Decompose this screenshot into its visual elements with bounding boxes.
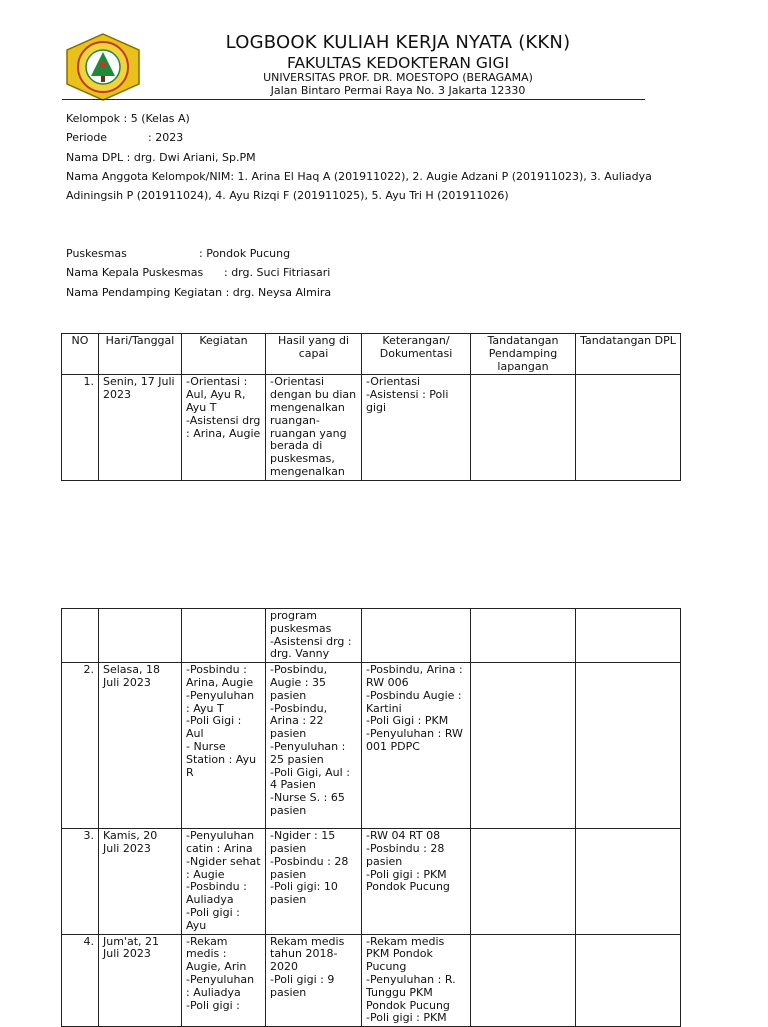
row-ttd-dpl bbox=[576, 829, 681, 934]
dpl-line: Nama DPL : drg. Dwi Ariani, Sp.PM bbox=[66, 151, 256, 164]
row-keterangan bbox=[362, 609, 471, 663]
header-ttd-pendamping: Tandatangan Pendamping lapangan bbox=[471, 334, 576, 375]
row-no bbox=[62, 609, 99, 663]
header-ttd-dpl: Tandatangan DPL bbox=[576, 334, 681, 375]
row-ttd-pendamping bbox=[471, 829, 576, 934]
header-divider bbox=[62, 99, 645, 100]
puskesmas-line bbox=[66, 247, 290, 260]
row-no: 1. bbox=[62, 375, 99, 480]
faculty-name: FAKULTAS KEDOKTERAN GIGI bbox=[286, 54, 510, 72]
header-hari: Hari/Tanggal bbox=[99, 334, 182, 375]
row-no: 4. bbox=[62, 934, 99, 1027]
header-kegiatan: Kegiatan bbox=[182, 334, 266, 375]
row-hari: Selasa, 18 Juli 2023 bbox=[99, 663, 182, 829]
periode-label: Periode bbox=[66, 131, 108, 144]
table-row bbox=[62, 375, 681, 480]
row-kegiatan: -Orientasi : Aul, Ayu R, Ayu T -Asistensi drg : Arina, Augie bbox=[182, 375, 266, 480]
kepala-value: : drg. Suci Fitriasari bbox=[224, 266, 331, 279]
kelompok-line: Kelompok : 5 (Kelas A) bbox=[66, 112, 190, 125]
row-kegiatan: -Penyuluhan catin : Arina -Ngider sehat : Augie -Posbindu : Auliadya -Poli gigi : Ayu bbox=[182, 829, 266, 934]
logbook-table-page1 bbox=[61, 333, 681, 481]
row-hasil: Rekam medis tahun 2018-2020 -Poli gigi : 9 pasien bbox=[266, 934, 362, 1027]
kepala-line bbox=[66, 266, 330, 279]
row-kegiatan: -Posbindu : Arina, Augie -Penyuluhan : Ayu T -Poli Gigi : Aul - Nurse Station : Ayu R bbox=[182, 663, 266, 829]
row-kegiatan bbox=[182, 609, 266, 663]
row-no: 3. bbox=[62, 829, 99, 934]
table-row bbox=[62, 934, 681, 1027]
puskesmas-value: : Pondok Pucung bbox=[199, 247, 291, 260]
periode-value: : 2023 bbox=[148, 131, 184, 144]
row-ttd-dpl bbox=[576, 375, 681, 480]
document-header bbox=[0, 0, 768, 105]
header-no: NO bbox=[62, 334, 99, 375]
row-ttd-dpl bbox=[576, 609, 681, 663]
table-row bbox=[62, 829, 681, 934]
logbook-table-page2 bbox=[61, 608, 681, 1027]
table-header-row bbox=[62, 334, 681, 375]
row-hasil: -Posbindu, Augie : 35 pasien -Posbindu, Arina : 22 pasien -Penyuluhan : 25 pasien -Poli Gigi, Aul : 4 Pasien -Nurse S. : 65 pasien bbox=[266, 663, 362, 829]
anggota-line-2: Adiningsih P (201911024), 4. Ayu Rizqi F (201911025), 5. Ayu Tri H (201911026) bbox=[66, 189, 509, 202]
periode-line bbox=[66, 131, 183, 144]
row-keterangan: -RW 04 RT 08 -Posbindu : 28 pasien -Poli gigi : PKM Pondok Pucung bbox=[362, 829, 471, 934]
table-row bbox=[62, 663, 681, 829]
row-ttd-dpl bbox=[576, 663, 681, 829]
header-keterangan: Keterangan/ Dokumentasi bbox=[362, 334, 471, 375]
university-address: Jalan Bintaro Permai Raya No. 3 Jakarta 12330 bbox=[270, 84, 526, 97]
puskesmas-label: Puskesmas bbox=[66, 247, 127, 260]
row-keterangan: -Rekam medis PKM Pondok Pucung -Penyuluhan : R. Tunggu PKM Pondok Pucung -Poli gigi : PKM bbox=[362, 934, 471, 1027]
row-hari: Senin, 17 Juli 2023 bbox=[99, 375, 182, 480]
row-hari: Jum'at, 21 Juli 2023 bbox=[99, 934, 182, 1027]
row-keterangan: -Posbindu, Arina : RW 006 -Posbindu Augie : Kartini -Poli Gigi : PKM -Penyuluhan : RW 001 PDPC bbox=[362, 663, 471, 829]
row-ttd-pendamping bbox=[471, 934, 576, 1027]
kepala-label: Nama Kepala Puskesmas bbox=[66, 266, 204, 279]
row-hari bbox=[99, 609, 182, 663]
logbook-title: LOGBOOK KULIAH KERJA NYATA (KKN) bbox=[225, 32, 571, 53]
row-hasil: -Orientasi dengan bu dian mengenalkan ruangan-ruangan yang berada di puskesmas, mengenalkan bbox=[266, 375, 362, 480]
row-ttd-dpl bbox=[576, 934, 681, 1027]
table-row bbox=[62, 609, 681, 663]
header-hasil: Hasil yang di capai bbox=[266, 334, 362, 375]
row-hasil: -Ngider : 15 pasien -Posbindu : 28 pasien -Poli gigi: 10 pasien bbox=[266, 829, 362, 934]
row-no: 2. bbox=[62, 663, 99, 829]
row-kegiatan: -Rekam medis : Augie, Arin -Penyuluhan : Auliadya -Poli gigi : bbox=[182, 934, 266, 1027]
anggota-line-1: Nama Anggota Kelompok/NIM: 1. Arina El Haq A (201911022), 2. Augie Adzani P (201911023), 3. Auliadya bbox=[66, 170, 652, 183]
row-ttd-pendamping bbox=[471, 609, 576, 663]
university-name: UNIVERSITAS PROF. DR. MOESTOPO (BERAGAMA) bbox=[263, 71, 533, 84]
row-keterangan: -Orientasi -Asistensi : Poli gigi bbox=[362, 375, 471, 480]
row-ttd-pendamping bbox=[471, 663, 576, 829]
row-hari: Kamis, 20 Juli 2023 bbox=[99, 829, 182, 934]
pendamping-line: Nama Pendamping Kegiatan : drg. Neysa Almira bbox=[66, 286, 332, 299]
row-hasil: program puskesmas -Asistensi drg : drg. Vanny bbox=[266, 609, 362, 663]
row-ttd-pendamping bbox=[471, 375, 576, 480]
